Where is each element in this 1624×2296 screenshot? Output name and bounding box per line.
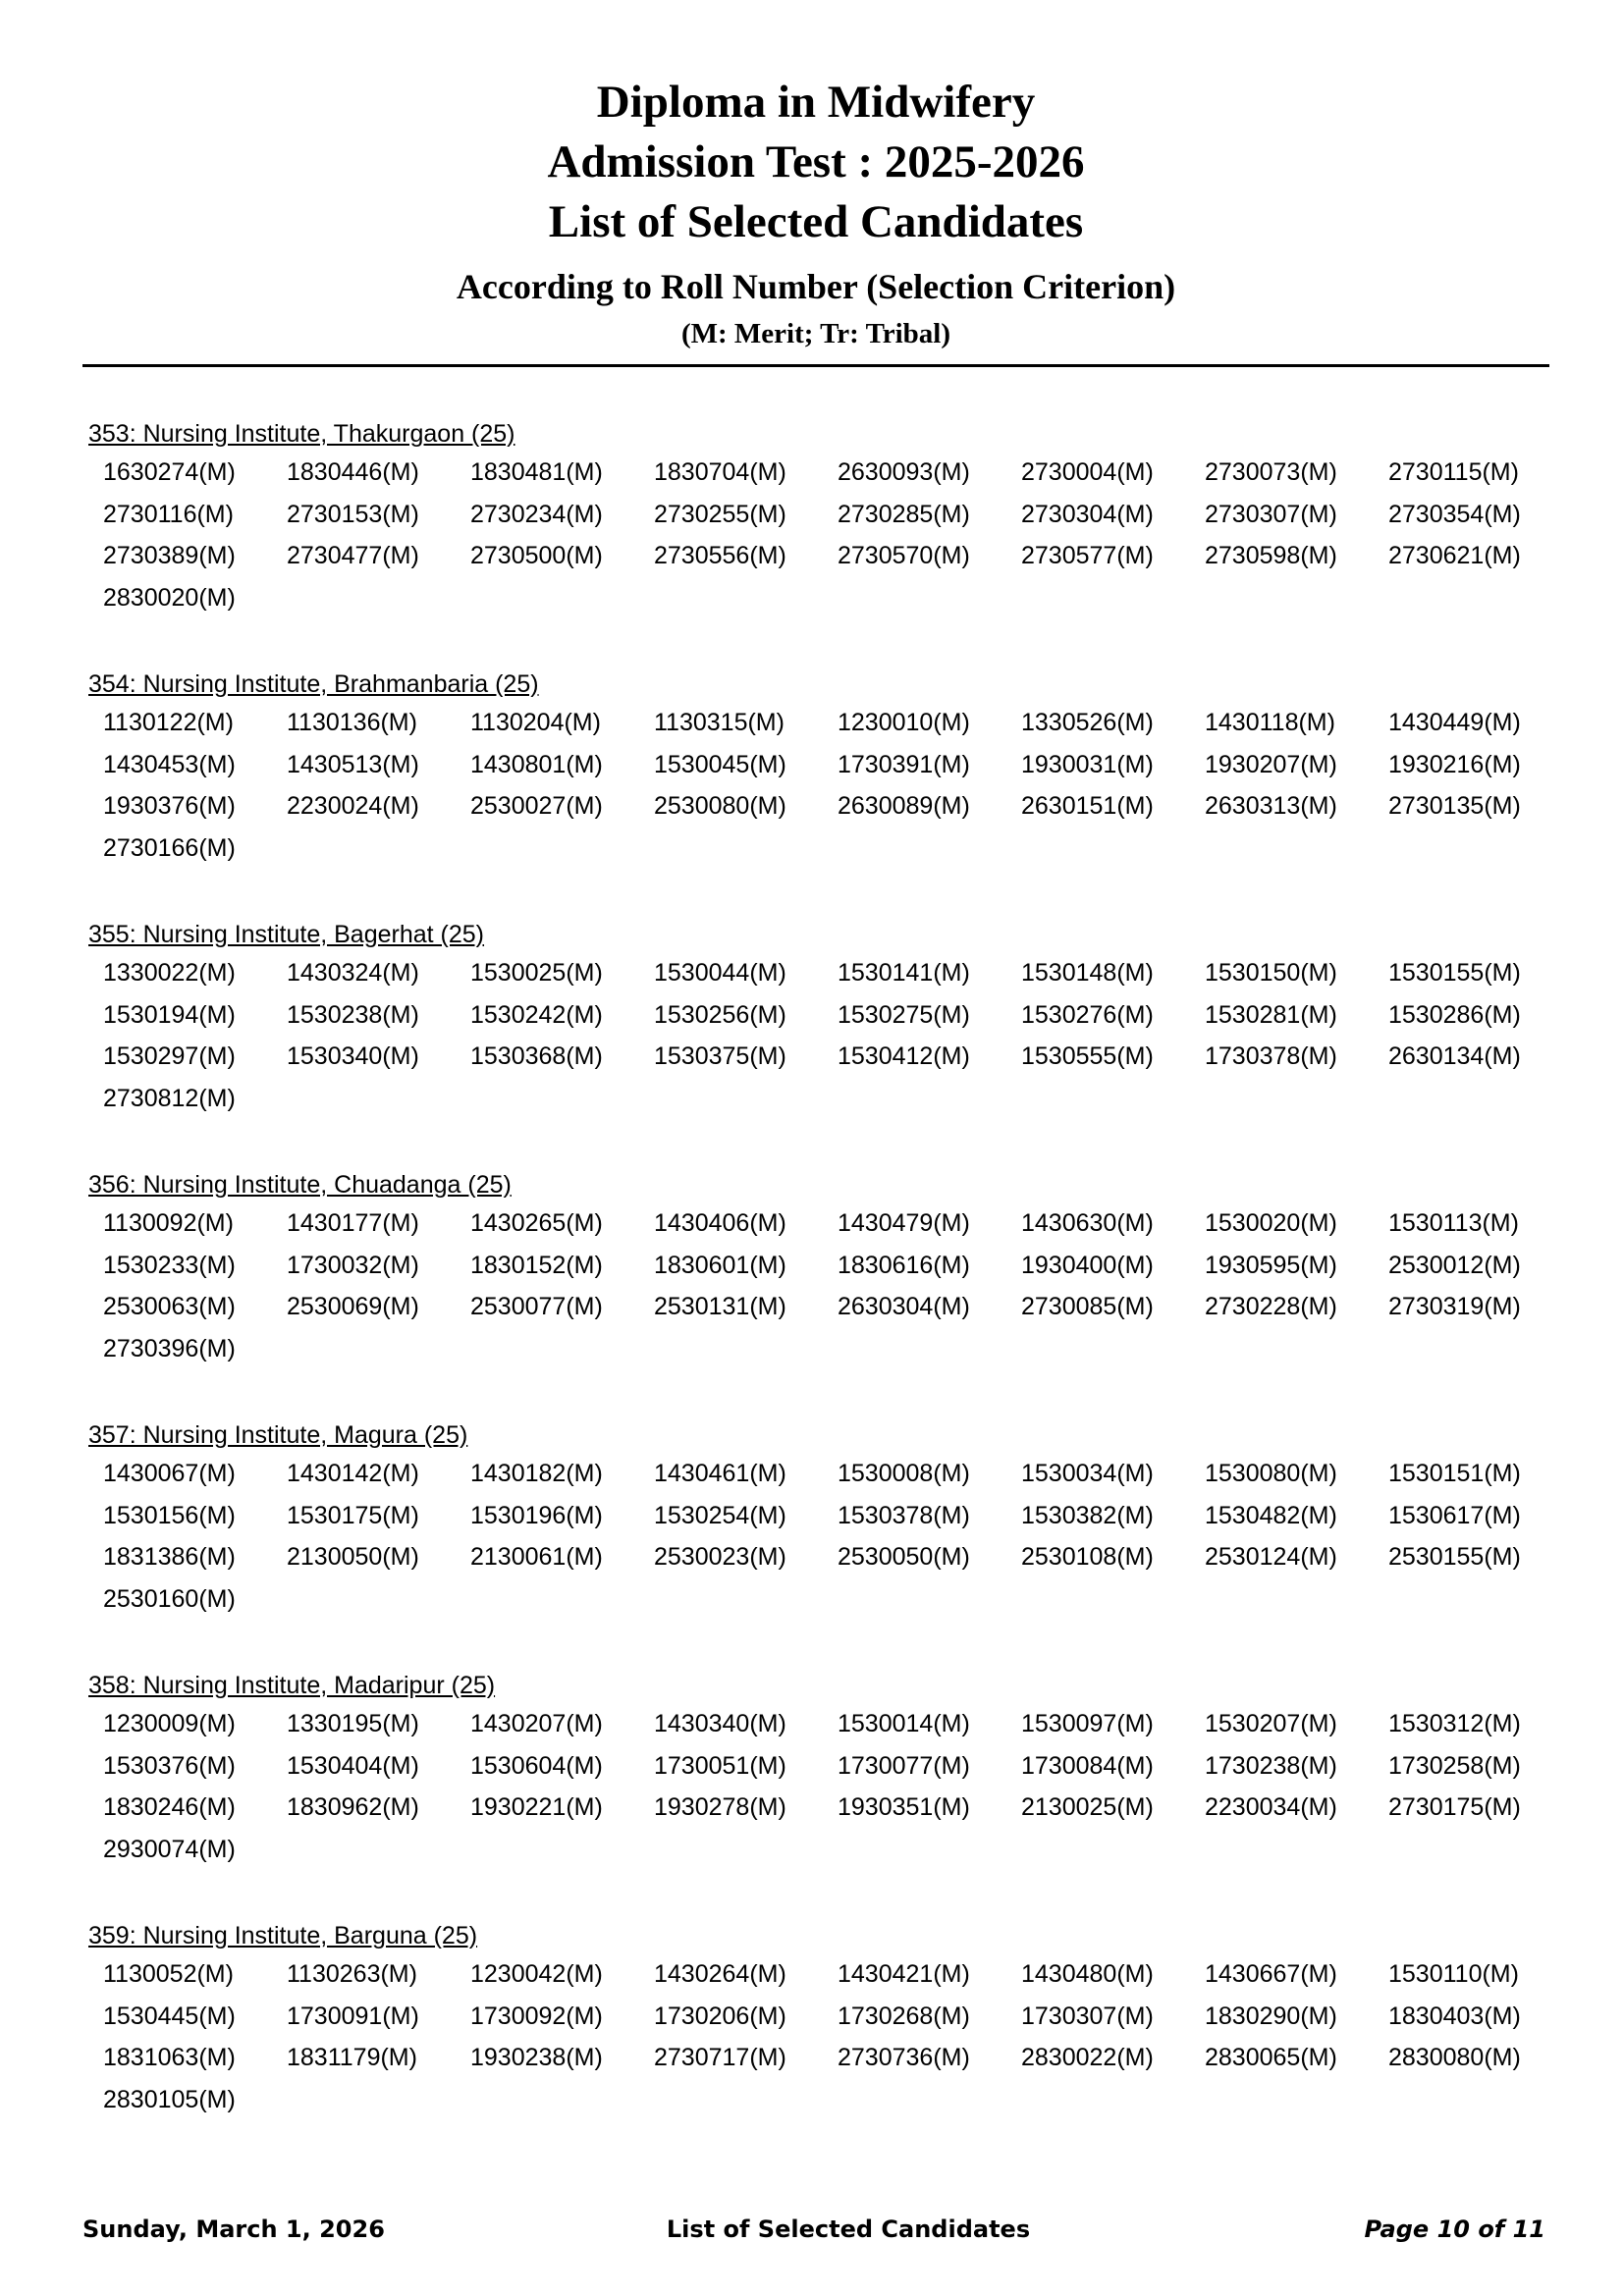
roll-number: 1530382(M) xyxy=(1021,1501,1154,1529)
roll-number: 1530378(M) xyxy=(838,1501,970,1529)
roll-number: 2730598(M) xyxy=(1205,542,1337,569)
roll-number: 1530110(M) xyxy=(1388,1960,1519,1988)
roll-number: 2730115(M) xyxy=(1388,458,1519,486)
institute-section xyxy=(88,1168,1561,1418)
roll-list xyxy=(103,1202,1561,1369)
document-title-line2: Admission Test : 2025-2026 xyxy=(547,136,1085,187)
roll-number: 2930074(M) xyxy=(103,1835,236,1863)
roll-list xyxy=(103,452,1561,618)
roll-number: 2730175(M) xyxy=(1388,1793,1521,1821)
roll-number: 1530254(M) xyxy=(654,1501,786,1529)
roll-number: 1130315(M) xyxy=(654,709,785,736)
roll-number: 2730812(M) xyxy=(103,1084,236,1112)
roll-number: 2530012(M) xyxy=(1388,1251,1521,1279)
roll-number: 1530148(M) xyxy=(1021,959,1154,987)
roll-number: 1930595(M) xyxy=(1205,1251,1337,1279)
roll-number: 1730032(M) xyxy=(287,1251,419,1279)
document-title-line1: Diploma in Midwifery xyxy=(596,77,1036,128)
roll-number: 1530286(M) xyxy=(1388,1000,1521,1029)
roll-number: 1930238(M) xyxy=(470,2044,603,2071)
roll-number: 1530008(M) xyxy=(838,1460,970,1487)
roll-number: 1230042(M) xyxy=(470,1960,603,1988)
roll-number: 2730621(M) xyxy=(1388,542,1521,569)
roll-number: 2730166(M) xyxy=(103,833,236,862)
roll-number: 1230009(M) xyxy=(103,1710,236,1737)
roll-number: 1530196(M) xyxy=(470,1501,603,1529)
footer-page-number: Page 10 of 11 xyxy=(1364,2216,1545,2243)
roll-number: 1430801(M) xyxy=(470,750,603,778)
roll-number: 1430449(M) xyxy=(1388,709,1521,736)
roll-number: 1530604(M) xyxy=(470,1751,603,1780)
roll-number: 1530445(M) xyxy=(103,2002,236,2030)
roll-number: 1530014(M) xyxy=(838,1710,970,1737)
roll-number: 1830962(M) xyxy=(287,1793,419,1821)
roll-number: 1730238(M) xyxy=(1205,1751,1337,1780)
roll-number: 1530156(M) xyxy=(103,1501,236,1529)
roll-number: 2130050(M) xyxy=(287,1543,419,1571)
roll-number: 2730500(M) xyxy=(470,542,603,569)
roll-number: 1530151(M) xyxy=(1388,1460,1521,1487)
roll-number: 1530020(M) xyxy=(1205,1209,1337,1237)
roll-list xyxy=(103,952,1561,1119)
roll-number: 1530141(M) xyxy=(838,959,970,987)
roll-number: 1330195(M) xyxy=(287,1710,419,1737)
roll-number: 2830105(M) xyxy=(103,2085,236,2113)
institute-section xyxy=(88,417,1561,667)
document-subtitle: According to Roll Number (Selection Criterion) xyxy=(456,267,1176,306)
roll-number: 2130061(M) xyxy=(470,1543,603,1571)
roll-number: 1530275(M) xyxy=(838,1000,970,1029)
institute-title: 355: Nursing Institute, Bagerhat (25) xyxy=(88,921,485,948)
institute-title: 359: Nursing Institute, Barguna (25) xyxy=(88,1922,478,1949)
roll-number: 1930207(M) xyxy=(1205,750,1337,778)
roll-number: 2730085(M) xyxy=(1021,1293,1154,1320)
roll-number: 1430340(M) xyxy=(654,1710,786,1737)
roll-number: 1930400(M) xyxy=(1021,1251,1154,1279)
roll-number: 1730391(M) xyxy=(838,750,970,778)
institute-section xyxy=(88,918,1561,1168)
roll-number: 1530256(M) xyxy=(654,1000,786,1029)
roll-number: 1430067(M) xyxy=(103,1460,236,1487)
roll-number: 1530080(M) xyxy=(1205,1460,1337,1487)
roll-number: 1730077(M) xyxy=(838,1751,970,1780)
roll-number: 2630151(M) xyxy=(1021,792,1154,820)
roll-number: 1530276(M) xyxy=(1021,1000,1154,1029)
roll-number: 2230034(M) xyxy=(1205,1793,1337,1821)
document-title-line3: List of Selected Candidates xyxy=(548,196,1084,247)
roll-number: 1930351(M) xyxy=(838,1793,970,1821)
roll-number: 2730285(M) xyxy=(838,500,970,528)
roll-number: 2730389(M) xyxy=(103,542,236,569)
roll-number: 1130136(M) xyxy=(287,709,417,736)
roll-number: 1530238(M) xyxy=(287,1000,419,1029)
roll-number: 1830481(M) xyxy=(470,458,603,486)
roll-number: 1830290(M) xyxy=(1205,2002,1337,2030)
institute-section xyxy=(88,1669,1561,1919)
roll-number: 1530097(M) xyxy=(1021,1710,1154,1737)
page-header xyxy=(0,73,1624,352)
roll-number: 2830020(M) xyxy=(103,583,236,612)
footer-title: List of Selected Candidates xyxy=(666,2216,1031,2243)
roll-number: 2730477(M) xyxy=(287,542,419,569)
roll-number: 2730717(M) xyxy=(654,2044,786,2071)
footer-date: Sunday, March 1, 2026 xyxy=(82,2216,385,2243)
institute-section xyxy=(88,1919,1561,2169)
roll-number: 1530113(M) xyxy=(1388,1209,1519,1237)
roll-number: 1830446(M) xyxy=(287,458,419,486)
roll-number: 1730091(M) xyxy=(287,2002,419,2030)
roll-number: 1530297(M) xyxy=(103,1042,236,1070)
sections-container xyxy=(88,417,1561,2169)
roll-number: 2730228(M) xyxy=(1205,1293,1337,1320)
roll-number: 1630274(M) xyxy=(103,458,236,486)
roll-number: 1130263(M) xyxy=(287,1960,417,1988)
roll-number: 1530175(M) xyxy=(287,1501,419,1529)
roll-number: 2530077(M) xyxy=(470,1293,603,1320)
institute-title: 357: Nursing Institute, Magura (25) xyxy=(88,1421,468,1449)
roll-number: 1730206(M) xyxy=(654,2002,786,2030)
roll-number: 2530080(M) xyxy=(654,792,786,820)
roll-number: 1530482(M) xyxy=(1205,1501,1337,1529)
institute-title: 353: Nursing Institute, Thakurgaon (25) xyxy=(88,420,515,448)
roll-number: 2730396(M) xyxy=(103,1334,236,1362)
roll-number: 2830065(M) xyxy=(1205,2044,1337,2071)
roll-number: 1530194(M) xyxy=(103,1000,236,1029)
roll-number: 1730051(M) xyxy=(654,1751,786,1780)
institute-title: 358: Nursing Institute, Madaripur (25) xyxy=(88,1672,496,1699)
roll-number: 2630134(M) xyxy=(1388,1042,1521,1070)
roll-number: 2530108(M) xyxy=(1021,1543,1154,1571)
roll-number: 1730092(M) xyxy=(470,2002,603,2030)
roll-number: 1530368(M) xyxy=(470,1042,603,1070)
roll-number: 1930216(M) xyxy=(1388,750,1521,778)
roll-number: 2530131(M) xyxy=(654,1293,786,1320)
roll-number: 2730319(M) xyxy=(1388,1293,1521,1320)
roll-number: 1831386(M) xyxy=(103,1543,236,1571)
roll-number: 1430264(M) xyxy=(654,1960,786,1988)
roll-number: 1430630(M) xyxy=(1021,1209,1154,1237)
roll-number: 1530155(M) xyxy=(1388,959,1521,987)
roll-number: 1430324(M) xyxy=(287,959,419,987)
roll-list xyxy=(103,1453,1561,1620)
roll-number: 1930376(M) xyxy=(103,792,236,820)
roll-number: 1430177(M) xyxy=(287,1209,419,1237)
roll-number: 1430421(M) xyxy=(838,1960,970,1988)
roll-number: 1830704(M) xyxy=(654,458,786,486)
roll-number: 2730073(M) xyxy=(1205,458,1337,486)
roll-number: 1530034(M) xyxy=(1021,1460,1154,1487)
roll-number: 1530340(M) xyxy=(287,1042,419,1070)
roll-number: 1830403(M) xyxy=(1388,2002,1521,2030)
roll-number: 1530404(M) xyxy=(287,1751,419,1780)
roll-number: 1530375(M) xyxy=(654,1042,786,1070)
legend: (M: Merit; Tr: Tribal) xyxy=(680,318,951,349)
roll-number: 2730255(M) xyxy=(654,500,786,528)
roll-number: 1530025(M) xyxy=(470,959,603,987)
roll-list xyxy=(103,702,1561,869)
roll-number: 2530050(M) xyxy=(838,1543,970,1571)
institute-title: 356: Nursing Institute, Chuadanga (25) xyxy=(88,1171,512,1199)
roll-number: 2730354(M) xyxy=(1388,500,1521,528)
roll-number: 2730556(M) xyxy=(654,542,786,569)
roll-number: 2630313(M) xyxy=(1205,792,1337,820)
roll-number: 1130052(M) xyxy=(103,1960,234,1988)
roll-number: 1530207(M) xyxy=(1205,1710,1337,1737)
roll-number: 1430118(M) xyxy=(1205,709,1335,736)
roll-number: 1330022(M) xyxy=(103,959,236,987)
roll-number: 2730153(M) xyxy=(287,500,419,528)
roll-number: 1930278(M) xyxy=(654,1793,786,1821)
roll-number: 1830152(M) xyxy=(470,1251,603,1279)
roll-number: 2530027(M) xyxy=(470,792,603,820)
roll-number: 1730378(M) xyxy=(1205,1042,1337,1070)
roll-number: 2530023(M) xyxy=(654,1543,786,1571)
roll-number: 2730577(M) xyxy=(1021,542,1154,569)
roll-number: 1430142(M) xyxy=(287,1460,419,1487)
roll-number: 1930031(M) xyxy=(1021,750,1154,778)
roll-number: 1430667(M) xyxy=(1205,1960,1337,1988)
roll-number: 1430513(M) xyxy=(287,750,419,778)
roll-number: 1130204(M) xyxy=(470,709,601,736)
roll-number: 1730084(M) xyxy=(1021,1751,1154,1780)
roll-number: 1430479(M) xyxy=(838,1209,970,1237)
roll-number: 2730307(M) xyxy=(1205,500,1337,528)
roll-number: 2730135(M) xyxy=(1388,792,1521,820)
roll-number: 1831179(M) xyxy=(287,2044,417,2071)
roll-number: 2830080(M) xyxy=(1388,2044,1521,2071)
roll-number: 1730258(M) xyxy=(1388,1751,1521,1780)
roll-number: 1530281(M) xyxy=(1205,1000,1337,1029)
roll-number: 2130025(M) xyxy=(1021,1793,1154,1821)
roll-number: 1830616(M) xyxy=(838,1251,970,1279)
roll-number: 1831063(M) xyxy=(103,2044,236,2071)
roll-number: 1430453(M) xyxy=(103,750,236,778)
roll-number: 1430265(M) xyxy=(470,1209,603,1237)
roll-number: 1530044(M) xyxy=(654,959,786,987)
roll-number: 2630304(M) xyxy=(838,1293,970,1320)
roll-number: 2530063(M) xyxy=(103,1293,236,1320)
roll-number: 1330526(M) xyxy=(1021,709,1154,736)
roll-number: 2530160(M) xyxy=(103,1584,236,1613)
roll-number: 1530312(M) xyxy=(1388,1710,1521,1737)
roll-number: 1430406(M) xyxy=(654,1209,786,1237)
roll-number: 2630093(M) xyxy=(838,458,970,486)
roll-number: 1730268(M) xyxy=(838,2002,970,2030)
roll-number: 2730570(M) xyxy=(838,542,970,569)
roll-number: 1430207(M) xyxy=(470,1710,603,1737)
institute-section xyxy=(88,1418,1561,1669)
roll-number: 2730304(M) xyxy=(1021,500,1154,528)
roll-number: 2530069(M) xyxy=(287,1293,419,1320)
roll-number: 2730234(M) xyxy=(470,500,603,528)
roll-number: 2730736(M) xyxy=(838,2044,970,2071)
roll-number: 1530412(M) xyxy=(838,1042,970,1070)
roll-number: 2730116(M) xyxy=(103,500,234,528)
roll-number: 1930221(M) xyxy=(470,1793,603,1821)
roll-number: 1430182(M) xyxy=(470,1460,603,1487)
roll-number: 1430480(M) xyxy=(1021,1960,1154,1988)
roll-number: 1730307(M) xyxy=(1021,2002,1154,2030)
roll-number: 1530242(M) xyxy=(470,1000,603,1029)
page-footer xyxy=(0,2212,1624,2247)
roll-number: 1530233(M) xyxy=(103,1251,236,1279)
institute-title: 354: Nursing Institute, Brahmanbaria (25) xyxy=(88,670,539,698)
roll-number: 1530150(M) xyxy=(1205,959,1337,987)
roll-number: 1130092(M) xyxy=(103,1209,234,1237)
roll-number: 1830601(M) xyxy=(654,1251,786,1279)
roll-number: 1530617(M) xyxy=(1388,1501,1521,1529)
roll-number: 1430461(M) xyxy=(654,1460,786,1487)
roll-number: 2630089(M) xyxy=(838,792,970,820)
header-divider xyxy=(82,364,1549,367)
roll-number: 2230024(M) xyxy=(287,792,419,820)
roll-number: 1130122(M) xyxy=(103,709,234,736)
roll-number: 2530155(M) xyxy=(1388,1543,1521,1571)
roll-number: 1230010(M) xyxy=(838,709,970,736)
institute-section xyxy=(88,667,1561,918)
roll-number: 1830246(M) xyxy=(103,1793,236,1821)
roll-number: 2530124(M) xyxy=(1205,1543,1337,1571)
roll-number: 2730004(M) xyxy=(1021,458,1154,486)
roll-number: 2830022(M) xyxy=(1021,2044,1154,2071)
roll-list xyxy=(103,1703,1561,1870)
roll-number: 1530376(M) xyxy=(103,1751,236,1780)
roll-list xyxy=(103,1953,1561,2120)
roll-number: 1530045(M) xyxy=(654,750,786,778)
roll-number: 1530555(M) xyxy=(1021,1042,1154,1070)
